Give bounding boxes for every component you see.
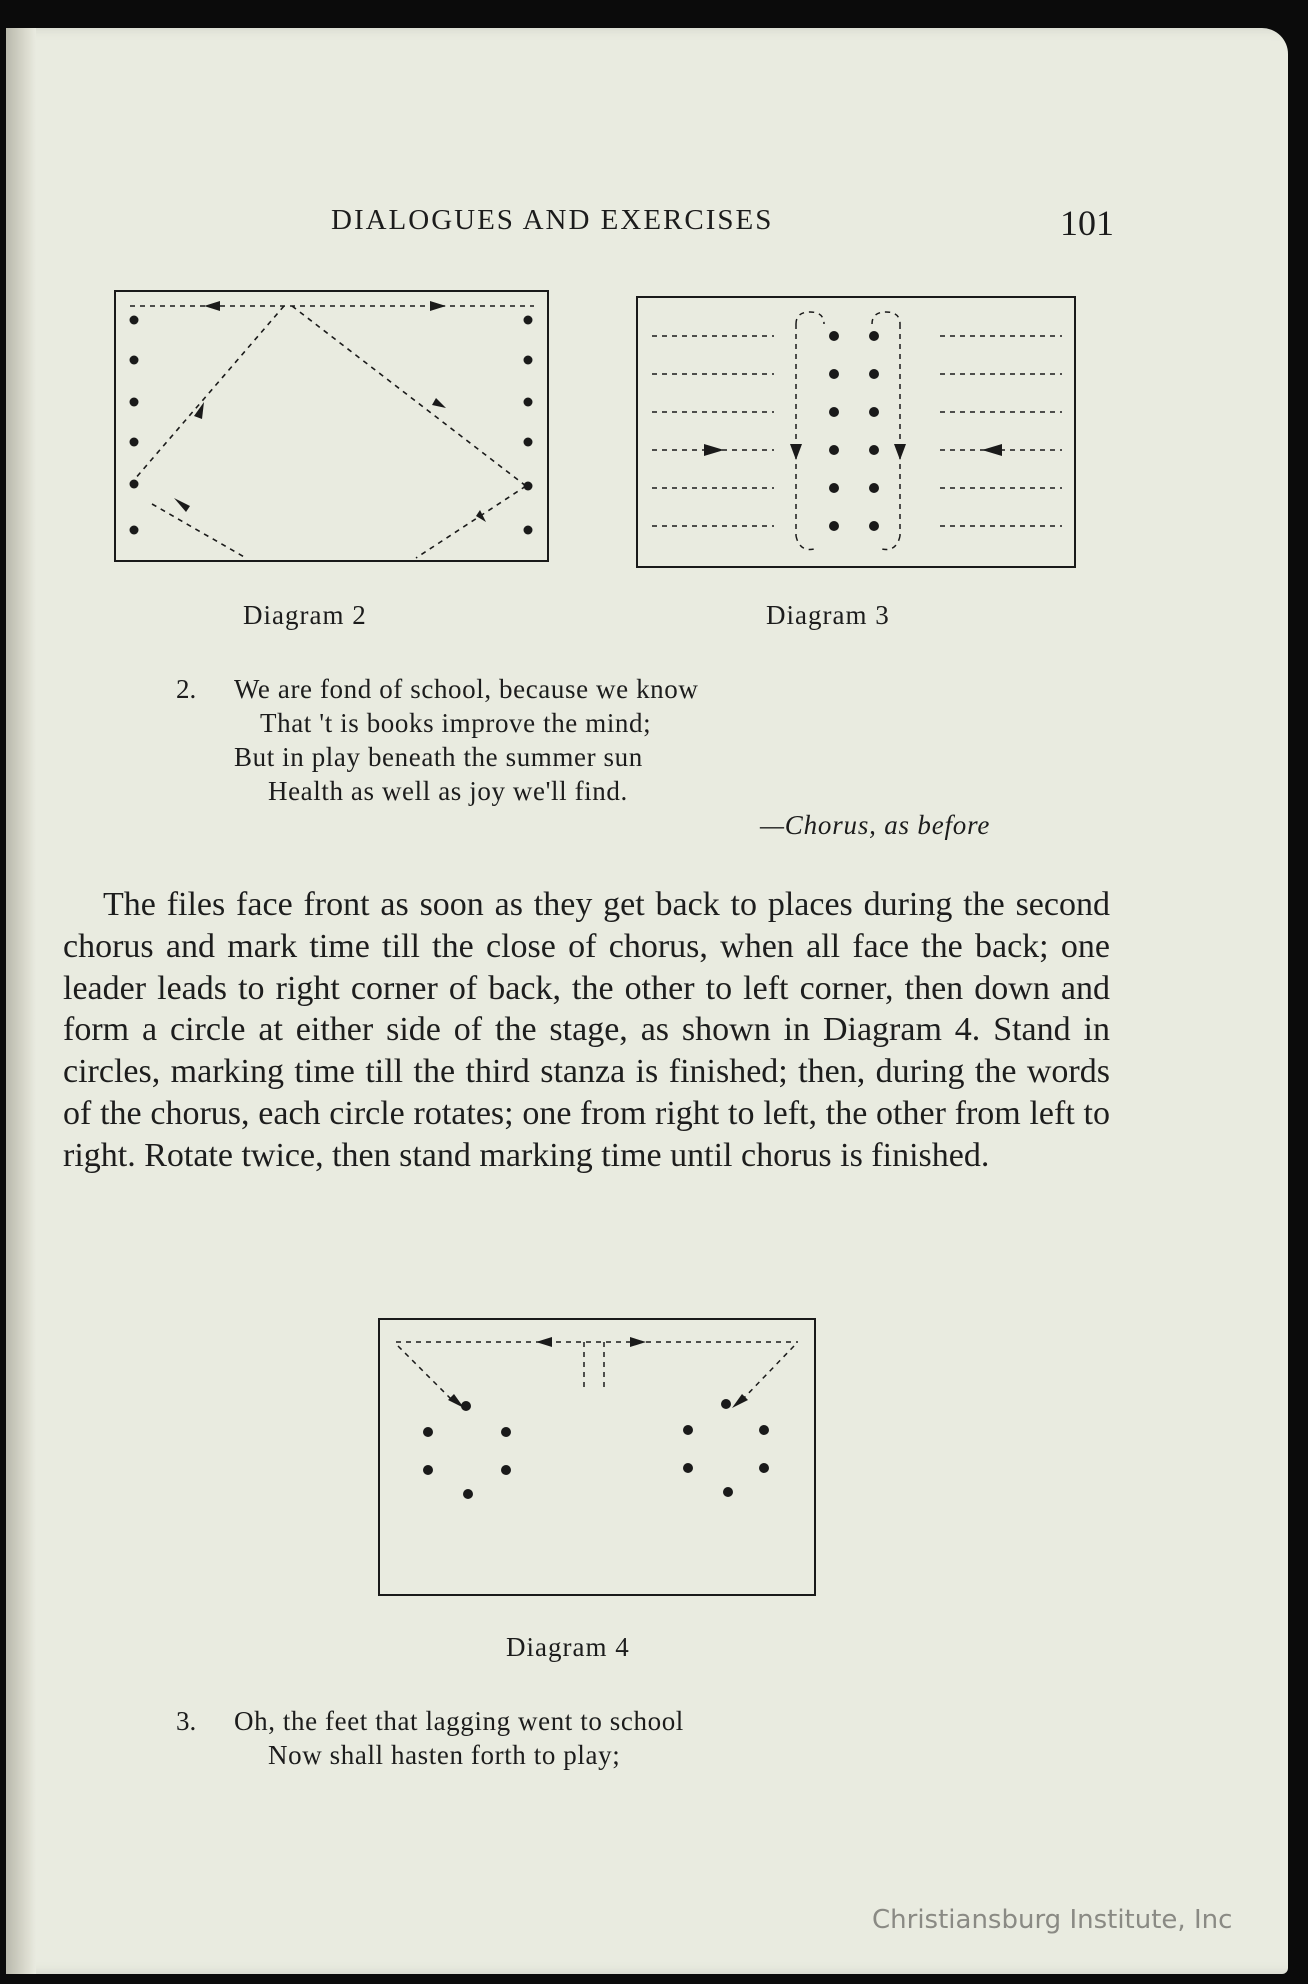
stanza-2-line: That 't is books improve the mind;: [260, 708, 652, 738]
diagram-2-drawing: [116, 292, 547, 560]
stanza-2-line: Health as well as joy we'll find.: [268, 776, 628, 806]
instructions-paragraph: The files face front as soon as they get back to places during the second chorus and mark time till the close of chorus, when all face the back; one leader leads to right corner of back, the other to left corner, then down and form a circle at either side of the stage, as shown in Diagram 4. Stand in circles, marking time till the third stanza is finished; then, during the words of the chorus, each circle rotates; one from right to left, the other from left to right. Rotate twice, then stand marking time until chorus is finished.: [63, 886, 1110, 1174]
stanza-3-line: Now shall hasten forth to play;: [268, 1740, 621, 1770]
watermark: Christiansburg Institute, Inc: [872, 1905, 1233, 1935]
diagram-3-caption: Diagram 3: [766, 600, 890, 630]
diagram-4-drawing: [380, 1320, 814, 1594]
stanza-3-number: 3.: [176, 1706, 197, 1736]
book-page: [6, 28, 1288, 1974]
diagram-4-caption: Diagram 4: [506, 1632, 630, 1662]
diagram-3: [636, 296, 1076, 568]
page-gutter: [6, 28, 36, 1974]
stanza-3-line: Oh, the feet that lagging went to school: [234, 1706, 684, 1736]
diagram-3-drawing: [638, 298, 1074, 566]
diagram-2: [114, 290, 549, 562]
diagram-2-caption: Diagram 2: [243, 600, 367, 630]
stanza-2-attribution: —Chorus, as before: [760, 810, 991, 840]
stanza-2-line: But in play beneath the summer sun: [234, 742, 643, 772]
diagram-4: [378, 1318, 816, 1596]
running-head: DIALOGUES AND EXERCISES: [331, 204, 774, 236]
page-number: 101: [1060, 203, 1114, 243]
stanza-2-line: We are fond of school, because we know: [234, 674, 699, 704]
stanza-2-number: 2.: [176, 674, 197, 704]
